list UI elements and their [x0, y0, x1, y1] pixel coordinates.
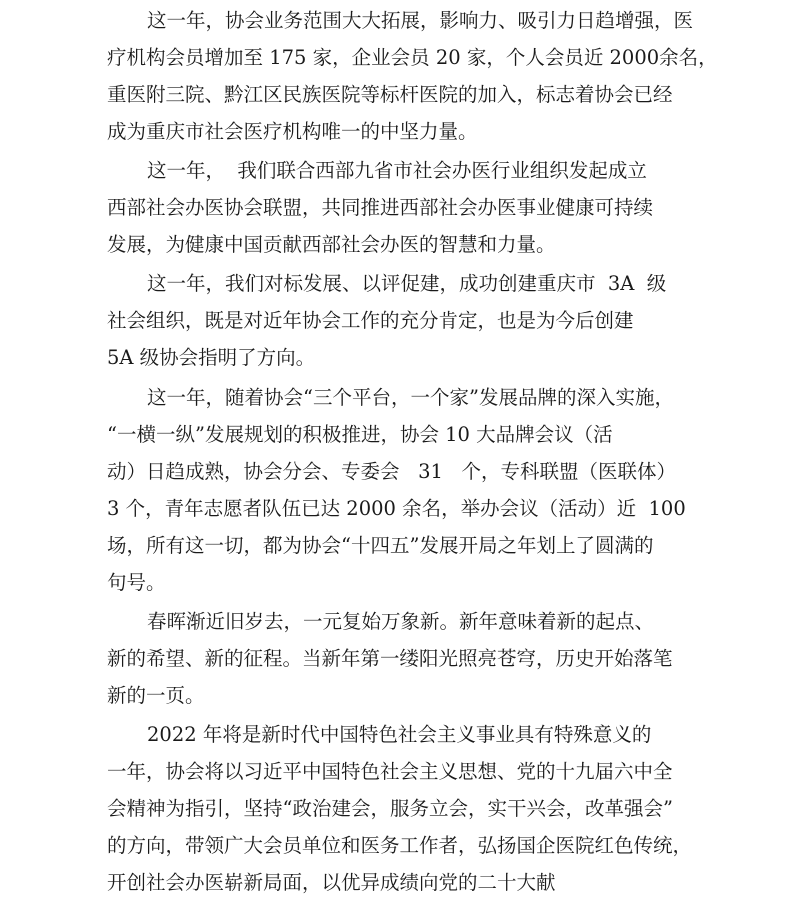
text-line: 句号。 [107, 571, 166, 594]
text-line: 开创社会办医崭新局面，以优异成绩向党的二十大献 [107, 871, 556, 894]
text-line: 疗机构会员增加至 175 家，企业会员 20 家，个人会员近 2000余名， [107, 46, 718, 69]
text-line: 发展，为健康中国贡献西部社会办医的智慧和力量。 [107, 233, 556, 256]
text-line: 西部社会办医协会联盟，共同推进西部社会办医事业健康可持续 [107, 196, 654, 219]
text-line: 会精神为指引，坚持“政治建会，服务立会，实干兴会，改革强会” [107, 797, 673, 820]
text-line: 动）日趋成熟，协会分会、专委会 31 个，专科联盟（医联体） [107, 460, 677, 483]
text-line: 新的希望、新的征程。当新年第一缕阳光照亮苍穹，历史开始落笔 [107, 647, 673, 670]
text-line: 春晖渐近旧岁去，一元复始万象新。新年意味着新的起点、 [147, 610, 655, 633]
text-line: 的方向，带领广大会员单位和医务工作者，弘扬国企医院红色传统， [107, 834, 693, 857]
text-line: 这一年，随着协会“三个平台，一个家”发展品牌的深入实施， [147, 386, 674, 409]
text-line: 这一年，协会业务范围大大拓展，影响力、吸引力日趋增强，医 [147, 9, 694, 32]
text-line: 社会组织，既是对近年协会工作的充分肯定，也是为今后创建 [107, 309, 634, 332]
text-line: 2022 年将是新时代中国特色社会主义事业具有特殊意义的 [147, 723, 652, 746]
text-line: 新的一页。 [107, 684, 205, 707]
text-line: 3 个，青年志愿者队伍已达 2000 余名，举办会议（活动）近 100 [107, 497, 686, 520]
text-line: 这一年， 我们联合西部九省市社会办医行业组织发起成立 [147, 159, 647, 182]
text-line: 重医附三院、黔江区民族医院等标杆医院的加入，标志着协会已经 [107, 83, 673, 106]
text-line: 场，所有这一切，都为协会“十四五”发展开局之年划上了圆满的 [107, 534, 654, 557]
text-line: 这一年，我们对标发展、以评促建，成功创建重庆市 3A 级 [147, 272, 667, 295]
text-line: 成为重庆市社会医疗机构唯一的中坚力量。 [107, 120, 478, 143]
text-line: 5A 级协会指明了方向。 [107, 346, 316, 369]
text-line: “一横一纵”发展规划的积极推进，协会 10 大品牌会议（活 [107, 423, 613, 446]
text-line: 一年，协会将以习近平中国特色社会主义思想、党的十九届六中全 [107, 760, 673, 783]
